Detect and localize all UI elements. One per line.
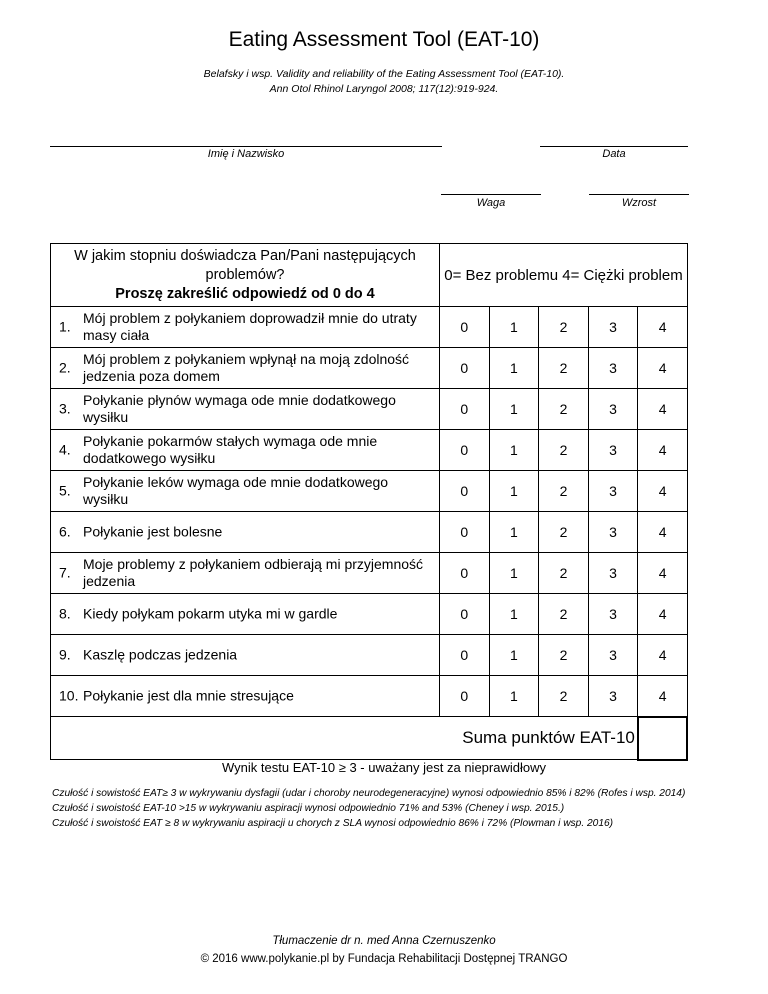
question-cell bbox=[51, 553, 440, 594]
note-1: Czułość i sowistość EAT≥ 3 w wykrywaniu dysfagii (udar i choroby neurodegeneracyjne) wynosi odpowiednio 85% i 82% (Rofes i wsp. 2014) bbox=[52, 788, 686, 799]
score-option-1[interactable]: 1 bbox=[489, 594, 539, 635]
score-option-4[interactable]: 4 bbox=[638, 348, 688, 389]
question-row bbox=[51, 389, 688, 430]
question-text: Połykanie leków wymaga ode mnie dodatkowego wysiłku bbox=[83, 474, 389, 507]
question-cell bbox=[51, 471, 440, 512]
document-title: Eating Assessment Tool (EAT-10) bbox=[228, 28, 540, 51]
score-option-1[interactable]: 1 bbox=[489, 512, 539, 553]
score-option-3[interactable]: 3 bbox=[588, 348, 638, 389]
question-text: Mój problem z połykaniem wpłynął na moją zdolność jedzenia poza domem bbox=[83, 351, 410, 384]
score-option-4[interactable]: 4 bbox=[638, 512, 688, 553]
question-number: 9. bbox=[59, 646, 71, 663]
score-option-1[interactable]: 1 bbox=[489, 389, 539, 430]
footer bbox=[0, 932, 768, 968]
score-option-0[interactable]: 0 bbox=[440, 553, 490, 594]
instructions-cell bbox=[51, 244, 440, 307]
question-cell bbox=[51, 512, 440, 553]
question-text: Połykanie jest bolesne bbox=[83, 523, 223, 540]
question-row bbox=[51, 676, 688, 717]
question-cell bbox=[51, 594, 440, 635]
score-option-4[interactable]: 4 bbox=[638, 676, 688, 717]
score-option-2[interactable]: 2 bbox=[539, 635, 589, 676]
score-option-2[interactable]: 2 bbox=[539, 389, 589, 430]
score-option-0[interactable]: 0 bbox=[440, 307, 490, 348]
instructions-line-3: Proszę zakreślić odpowiedź od 0 do 4 bbox=[115, 285, 375, 302]
score-option-3[interactable]: 3 bbox=[588, 389, 638, 430]
score-option-1[interactable]: 1 bbox=[489, 307, 539, 348]
score-option-3[interactable]: 3 bbox=[588, 594, 638, 635]
score-option-0[interactable]: 0 bbox=[440, 430, 490, 471]
question-number: 10. bbox=[59, 687, 79, 704]
table-header-row bbox=[51, 244, 688, 307]
question-row bbox=[51, 430, 688, 471]
score-option-3[interactable]: 3 bbox=[588, 676, 638, 717]
question-text: Połykanie jest dla mnie stresujące bbox=[83, 687, 294, 704]
note-3: Czułość i swoistość EAT ≥ 8 w wykrywaniu aspiracji u chorych z SLA wynosi odpowiednio 86% i 72% (Plowman i wsp. 2016) bbox=[52, 818, 614, 829]
score-option-0[interactable]: 0 bbox=[440, 635, 490, 676]
question-number: 5. bbox=[59, 482, 71, 499]
question-row bbox=[51, 553, 688, 594]
instructions-line-2: problemów? bbox=[205, 266, 285, 283]
score-option-2[interactable]: 2 bbox=[539, 307, 589, 348]
name-line bbox=[50, 146, 442, 147]
score-option-3[interactable]: 3 bbox=[588, 430, 638, 471]
score-option-0[interactable]: 0 bbox=[440, 348, 490, 389]
question-number: 1. bbox=[59, 318, 71, 335]
score-option-2[interactable]: 2 bbox=[539, 430, 589, 471]
score-option-2[interactable]: 2 bbox=[539, 512, 589, 553]
question-cell bbox=[51, 348, 440, 389]
sum-input-box[interactable] bbox=[638, 717, 688, 760]
question-text: Kaszlę podczas jedzenia bbox=[83, 646, 238, 663]
question-text: Moje problemy z połykaniem odbierają mi przyjemność jedzenia bbox=[83, 556, 424, 589]
score-option-0[interactable]: 0 bbox=[440, 512, 490, 553]
score-option-3[interactable]: 3 bbox=[588, 635, 638, 676]
result-note: Wynik testu EAT-10 ≥ 3 - uważany jest za nieprawidłowy bbox=[222, 760, 546, 775]
score-option-2[interactable]: 2 bbox=[539, 553, 589, 594]
score-option-0[interactable]: 0 bbox=[440, 594, 490, 635]
question-text: Połykanie pokarmów stałych wymaga ode mnie dodatkowego wysiłku bbox=[83, 433, 378, 466]
question-row bbox=[51, 348, 688, 389]
score-option-4[interactable]: 4 bbox=[638, 635, 688, 676]
weight-label: Waga bbox=[476, 197, 506, 209]
score-option-3[interactable]: 3 bbox=[588, 553, 638, 594]
question-number: 2. bbox=[59, 359, 71, 376]
score-option-1[interactable]: 1 bbox=[489, 635, 539, 676]
score-option-1[interactable]: 1 bbox=[489, 430, 539, 471]
question-text: Połykanie płynów wymaga ode mnie dodatkowego wysiłku bbox=[83, 392, 396, 425]
instructions-line-1: W jakim stopniu doświadcza Pan/Pani następujących bbox=[74, 247, 416, 264]
score-option-2[interactable]: 2 bbox=[539, 594, 589, 635]
question-cell bbox=[51, 307, 440, 348]
sum-label: Suma punktów EAT-10 bbox=[51, 717, 638, 760]
date-line bbox=[540, 146, 688, 147]
question-number: 4. bbox=[59, 441, 71, 458]
question-text: Mój problem z połykaniem doprowadził mnie do utraty masy ciała bbox=[83, 310, 417, 343]
score-option-4[interactable]: 4 bbox=[638, 553, 688, 594]
height-label: Wzrost bbox=[621, 197, 657, 209]
question-text: Kiedy połykam pokarm utyka mi w gardle bbox=[83, 605, 338, 622]
notes-block bbox=[52, 786, 722, 831]
note-2: Czułość i swoistość EAT-10 >15 w wykrywaniu aspiracji wynosi odpowiednio 71% and 53% (Cheney i wsp. 2015.) bbox=[52, 803, 565, 814]
score-option-1[interactable]: 1 bbox=[489, 553, 539, 594]
weight-line bbox=[441, 194, 541, 195]
question-cell bbox=[51, 635, 440, 676]
sum-row bbox=[51, 717, 688, 760]
question-cell bbox=[51, 389, 440, 430]
score-option-1[interactable]: 1 bbox=[489, 676, 539, 717]
name-label: Imię i Nazwisko bbox=[207, 148, 285, 160]
score-option-4[interactable]: 4 bbox=[638, 389, 688, 430]
eat10-table bbox=[50, 243, 688, 761]
score-option-4[interactable]: 4 bbox=[638, 594, 688, 635]
question-row bbox=[51, 594, 688, 635]
height-line bbox=[589, 194, 689, 195]
score-option-1[interactable]: 1 bbox=[489, 348, 539, 389]
score-option-2[interactable]: 2 bbox=[539, 348, 589, 389]
citation-line-1: Belafsky i wsp. Validity and reliability of the Eating Assessment Tool (EAT-10). bbox=[203, 68, 565, 80]
question-number: 8. bbox=[59, 605, 71, 622]
score-option-2[interactable]: 2 bbox=[539, 471, 589, 512]
score-option-3[interactable]: 3 bbox=[588, 471, 638, 512]
score-option-4[interactable]: 4 bbox=[638, 430, 688, 471]
date-label: Data bbox=[602, 148, 626, 160]
score-option-3[interactable]: 3 bbox=[588, 307, 638, 348]
score-option-2[interactable]: 2 bbox=[539, 676, 589, 717]
question-cell bbox=[51, 430, 440, 471]
score-option-0[interactable]: 0 bbox=[440, 676, 490, 717]
question-row bbox=[51, 512, 688, 553]
score-option-4[interactable]: 4 bbox=[638, 307, 688, 348]
question-cell bbox=[51, 676, 440, 717]
question-number: 6. bbox=[59, 523, 71, 540]
score-option-3[interactable]: 3 bbox=[588, 512, 638, 553]
question-row bbox=[51, 471, 688, 512]
score-option-4[interactable]: 4 bbox=[638, 471, 688, 512]
copyright: © 2016 www.polykanie.pl by Fundacja Rehabilitacji Dostępnej TRANGO bbox=[200, 953, 568, 965]
question-row bbox=[51, 307, 688, 348]
scale-legend: 0= Bez problemu 4= Ciężki problem bbox=[440, 244, 688, 307]
citation-line-2: Ann Otol Rhinol Laryngol 2008; 117(12):919-924. bbox=[269, 83, 499, 95]
question-number: 3. bbox=[59, 400, 71, 417]
score-option-1[interactable]: 1 bbox=[489, 471, 539, 512]
question-number: 7. bbox=[59, 564, 71, 581]
translation-credit: Tłumaczenie dr n. med Anna Czernuszenko bbox=[272, 935, 496, 947]
score-option-0[interactable]: 0 bbox=[440, 471, 490, 512]
question-row bbox=[51, 635, 688, 676]
score-option-0[interactable]: 0 bbox=[440, 389, 490, 430]
